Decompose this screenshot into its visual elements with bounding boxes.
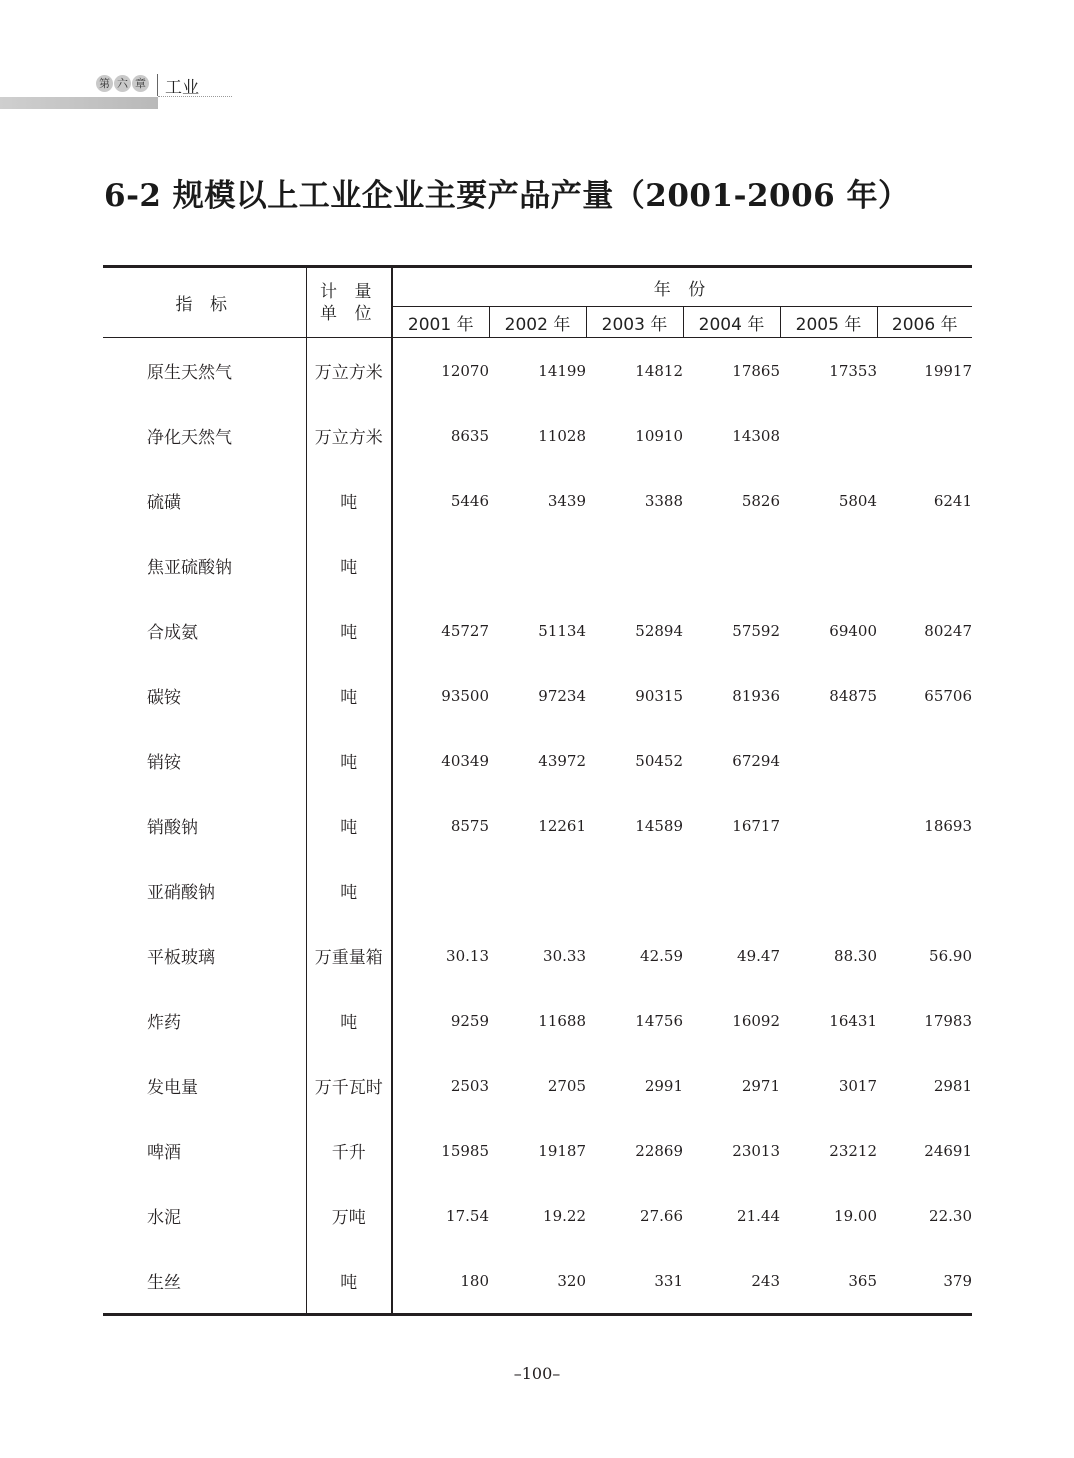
row-value-2001: 15985 (441, 1141, 489, 1160)
row-value-2003: 14589 (635, 816, 683, 835)
row-value-2006: 19917 (924, 361, 972, 380)
row-value-2005: 365 (780, 1248, 877, 1315)
row-value-2004: 17865 (732, 361, 780, 380)
table-body (103, 338, 972, 1315)
row-value-2001: 45727 (441, 621, 489, 640)
row-value-2003: 42.59 (640, 946, 683, 965)
row-value-2003: 27.66 (640, 1206, 683, 1225)
row-value-2003: 14812 (635, 361, 683, 380)
row-unit: 吨 (306, 793, 392, 858)
row-value-2003: 14756 (635, 1011, 683, 1030)
row-unit: 万吨 (306, 1183, 392, 1248)
chapter-badge-2: 六 (114, 75, 131, 92)
page-number: –100– (513, 1364, 561, 1383)
row-value-2002: 12261 (538, 816, 586, 835)
table-row (103, 533, 972, 598)
row-value-2002 (489, 858, 586, 923)
header-year-2003: 2003 年 (586, 307, 683, 338)
row-value-2005: 16431 (829, 1011, 877, 1030)
row-value-2001: 8575 (450, 816, 489, 835)
row-value-2001 (392, 858, 489, 923)
row-value-2002: 11028 (538, 426, 586, 445)
row-indicator: 焦亚硫酸钠 (103, 533, 306, 598)
row-value-2004: 67294 (732, 751, 780, 770)
row-unit: 吨 (306, 533, 392, 598)
table-row (103, 1248, 972, 1315)
row-value-2003: 10910 (635, 426, 683, 445)
row-value-2001: 2503 (450, 1076, 489, 1095)
header-indicator: 指 标 (103, 267, 306, 338)
table-row (103, 793, 972, 858)
header-dotted-rule (158, 96, 232, 97)
row-unit: 吨 (306, 468, 392, 533)
row-unit: 吨 (306, 858, 392, 923)
row-value-2001 (392, 533, 489, 598)
row-indicator: 净化天然气 (103, 403, 306, 468)
row-value-2006: 18693 (924, 816, 972, 835)
row-value-2006 (877, 728, 972, 793)
row-value-2006: 379 (877, 1248, 972, 1315)
row-value-2003: 22869 (635, 1141, 683, 1160)
row-value-2003: 331 (586, 1248, 683, 1315)
row-value-2004 (683, 533, 780, 598)
row-value-2004: 21.44 (737, 1206, 780, 1225)
row-unit: 万立方米 (306, 403, 392, 468)
row-value-2002: 2705 (547, 1076, 586, 1095)
header-year-2004: 2004 年 (683, 307, 780, 338)
row-value-2002: 30.33 (543, 946, 586, 965)
row-value-2005 (780, 793, 877, 858)
row-value-2005: 84875 (829, 686, 877, 705)
row-value-2003 (586, 858, 683, 923)
product-output-table (103, 265, 972, 1316)
header-band (0, 97, 158, 109)
row-value-2005 (780, 728, 877, 793)
header-year-2006: 2006 年 (877, 307, 972, 338)
row-value-2003: 50452 (635, 751, 683, 770)
row-indicator: 合成氨 (103, 598, 306, 663)
row-value-2005: 69400 (829, 621, 877, 640)
row-value-2005: 17353 (829, 361, 877, 380)
row-value-2003: 90315 (635, 686, 683, 705)
row-value-2004: 81936 (732, 686, 780, 705)
row-value-2004: 49.47 (737, 946, 780, 965)
row-value-2006 (877, 533, 972, 598)
table-row (103, 663, 972, 728)
row-unit: 千升 (306, 1118, 392, 1183)
row-value-2006: 2981 (933, 1076, 972, 1095)
row-value-2006: 22.30 (929, 1206, 972, 1225)
row-value-2004: 57592 (732, 621, 780, 640)
row-value-2001: 5446 (450, 491, 489, 510)
row-indicator: 炸药 (103, 988, 306, 1053)
row-value-2005 (780, 403, 877, 468)
row-value-2005: 5804 (838, 491, 877, 510)
row-value-2001: 8635 (450, 426, 489, 445)
row-indicator: 生丝 (103, 1248, 306, 1315)
row-value-2006: 80247 (924, 621, 972, 640)
table-row (103, 598, 972, 663)
header-year-2001: 2001 年 (392, 307, 489, 338)
row-value-2001: 180 (392, 1248, 489, 1315)
row-value-2001: 17.54 (446, 1206, 489, 1225)
row-indicator: 碳铵 (103, 663, 306, 728)
table-row (103, 988, 972, 1053)
row-value-2005 (780, 533, 877, 598)
table-row (103, 1053, 972, 1118)
row-value-2004: 16092 (732, 1011, 780, 1030)
header-unit-line1: 计 量 (320, 281, 378, 302)
row-indicator: 发电量 (103, 1053, 306, 1118)
header-year-2002: 2002 年 (489, 307, 586, 338)
row-unit: 吨 (306, 598, 392, 663)
table-row (103, 1118, 972, 1183)
row-value-2001: 30.13 (446, 946, 489, 965)
header-unit (306, 267, 392, 338)
row-value-2002: 14199 (538, 361, 586, 380)
row-value-2005 (780, 858, 877, 923)
row-indicator: 销酸钠 (103, 793, 306, 858)
row-value-2004: 2971 (741, 1076, 780, 1095)
row-value-2003: 52894 (635, 621, 683, 640)
row-value-2005: 23212 (829, 1141, 877, 1160)
row-value-2006: 17983 (924, 1011, 972, 1030)
row-value-2005: 19.00 (834, 1206, 877, 1225)
table-row (103, 923, 972, 988)
row-value-2002: 51134 (538, 621, 586, 640)
row-indicator: 啤酒 (103, 1118, 306, 1183)
header-year-2005: 2005 年 (780, 307, 877, 338)
row-unit: 万立方米 (306, 338, 392, 404)
row-value-2006 (877, 858, 972, 923)
row-indicator: 原生天然气 (103, 338, 306, 404)
row-indicator: 亚硝酸钠 (103, 858, 306, 923)
chapter-badge-3: 章 (132, 75, 149, 92)
header-divider (157, 74, 158, 96)
row-value-2004: 14308 (732, 426, 780, 445)
row-value-2006 (877, 403, 972, 468)
row-value-2006: 6241 (933, 491, 972, 510)
page-title: 6-2 规模以上工业企业主要产品产量（2001-2006 年） (104, 178, 910, 214)
row-value-2003 (586, 533, 683, 598)
row-value-2001: 40349 (441, 751, 489, 770)
row-indicator: 水泥 (103, 1183, 306, 1248)
row-value-2005: 88.30 (834, 946, 877, 965)
row-value-2002 (489, 533, 586, 598)
row-value-2002: 43972 (538, 751, 586, 770)
row-value-2002: 11688 (538, 1011, 586, 1030)
row-unit: 万重量箱 (306, 923, 392, 988)
row-value-2004: 243 (683, 1248, 780, 1315)
table-row (103, 728, 972, 793)
row-indicator: 硫磺 (103, 468, 306, 533)
row-value-2002: 3439 (547, 491, 586, 510)
row-unit: 吨 (306, 988, 392, 1053)
row-indicator: 平板玻璃 (103, 923, 306, 988)
row-value-2002: 320 (489, 1248, 586, 1315)
section-label: 工业 (165, 78, 199, 98)
chapter-badge-1: 第 (96, 75, 113, 92)
row-value-2005: 3017 (838, 1076, 877, 1095)
table-row (103, 858, 972, 923)
chapter-badge-group (96, 75, 149, 92)
row-value-2004: 16717 (732, 816, 780, 835)
table-row (103, 403, 972, 468)
header-unit-line2: 单 位 (320, 303, 378, 324)
row-value-2003: 2991 (644, 1076, 683, 1095)
row-unit: 吨 (306, 663, 392, 728)
row-value-2001: 9259 (450, 1011, 489, 1030)
row-value-2001: 12070 (441, 361, 489, 380)
row-value-2006: 24691 (924, 1141, 972, 1160)
table-row (103, 338, 972, 404)
row-value-2006: 65706 (924, 686, 972, 705)
row-value-2004: 5826 (741, 491, 780, 510)
table-row (103, 1183, 972, 1248)
row-value-2002: 97234 (538, 686, 586, 705)
row-unit: 吨 (306, 728, 392, 793)
row-value-2006: 56.90 (929, 946, 972, 965)
row-indicator: 销铵 (103, 728, 306, 793)
row-value-2004 (683, 858, 780, 923)
header-year-group: 年 份 (392, 267, 972, 307)
row-value-2004: 23013 (732, 1141, 780, 1160)
row-unit: 万千瓦时 (306, 1053, 392, 1118)
row-value-2001: 93500 (441, 686, 489, 705)
row-value-2002: 19187 (538, 1141, 586, 1160)
table-row (103, 468, 972, 533)
row-value-2003: 3388 (644, 491, 683, 510)
row-unit: 吨 (306, 1248, 392, 1315)
row-value-2002: 19.22 (543, 1206, 586, 1225)
